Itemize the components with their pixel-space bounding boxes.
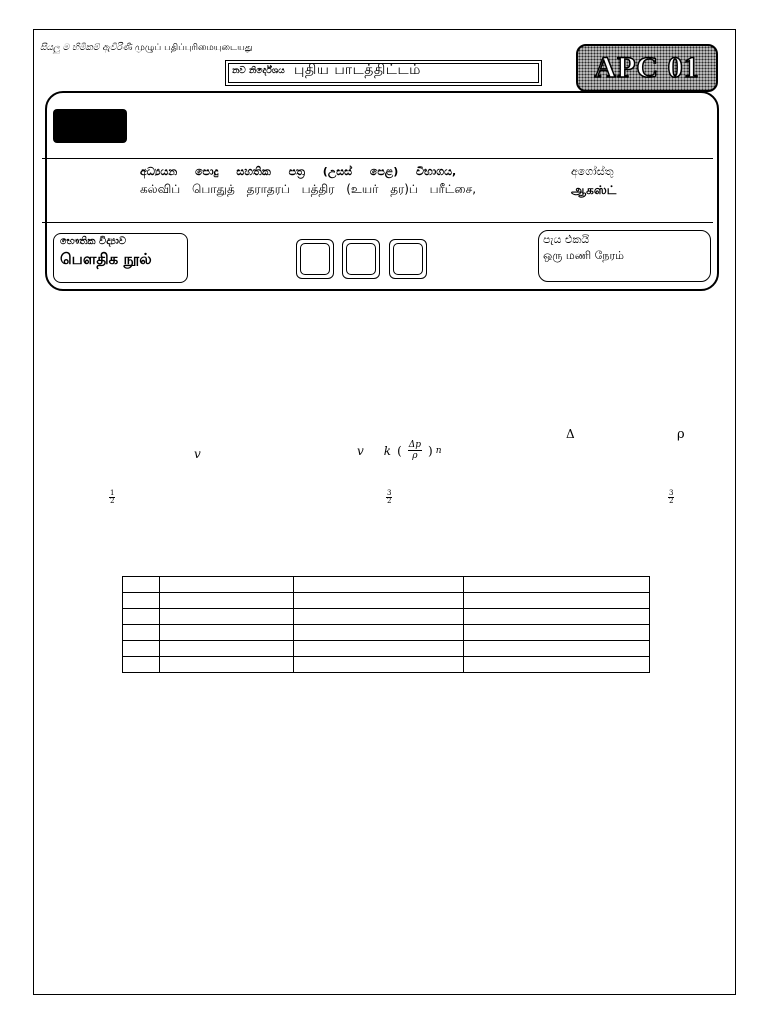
exam-month-sinhala: අගෝස්තු [571,165,614,178]
subject-code-box [389,239,427,279]
table-cell [160,609,294,625]
fraction-label: $\frac{3}{2}$ [387,489,392,505]
divider-line [42,222,713,223]
syllabus-label-sinhala: නව නිර්දේශය [232,66,285,76]
table-cell [160,593,294,609]
table-cell [294,577,464,593]
copyright-sinhala: සියලු ම හිමිකම් ඇවිරිණි [40,43,133,53]
copyright-tamil: முழுப் பதிப்புரிமையுடையது [134,43,253,53]
formula-constant: k [383,444,392,458]
duration-sinhala: පැය එකයි [543,233,590,246]
table-row [123,657,650,673]
paper-code: APC 01 [594,51,700,84]
formula-fraction [408,441,422,461]
table-row [123,625,650,641]
table-cell [294,641,464,657]
formula-lhs: v [357,444,364,458]
redacted-block [53,109,127,143]
subject-name-tamil: பௌதிக நூல் [60,250,152,268]
subject-code-box [296,239,334,279]
rho-symbol: ρ [677,427,685,442]
table-cell [464,609,650,625]
table-cell [160,625,294,641]
exam-title-tamil: கல்விப் பொதுத் தராதரப் பத்திர (உயர் தர)ப் பரீட்சை, [140,182,477,196]
fraction-label: $\frac{3}{2}$ [669,489,674,505]
table-cell [294,609,464,625]
formula-exponent: n [435,446,442,456]
table-cell [294,593,464,609]
table-cell [123,657,160,673]
copyright-notice [40,43,253,54]
table-cell [464,625,650,641]
table-row [123,609,650,625]
divider-line [42,158,713,159]
velocity-formula: v k ( $\frac{\Delta p}{\rho}$ ) n [357,440,442,461]
table-cell [464,641,650,657]
table-row [123,593,650,609]
table-cell [123,593,160,609]
exam-month-tamil: ஆகஸ்ட் [571,183,617,197]
delta-symbol: Δ [566,427,575,441]
table-cell [160,657,294,673]
table-cell [123,625,160,641]
fraction-label: $\frac{1}{2}$ [110,489,115,505]
table-cell [464,657,650,673]
formula-numerator: Δp [408,440,422,450]
table-row [123,641,650,657]
table-cell [123,609,160,625]
subject-code-box [342,239,380,279]
paper-code-badge [576,44,718,92]
answer-table [122,576,650,673]
exam-title-sinhala: අධ්‍යයන පොදු සහතික පත්‍ර (උසස් පෙළ) විභාගය, [140,165,457,178]
table-cell [464,577,650,593]
formula-denominator: ρ [412,451,418,461]
syllabus-label-tamil: புதிய பாடத்திட்டம் [294,62,421,78]
table-cell [123,577,160,593]
subject-name-sinhala: භෞතික විද්‍යාව [60,236,127,247]
velocity-symbol: v [194,447,201,461]
table-cell [160,641,294,657]
table-cell [123,641,160,657]
table-row [123,577,650,593]
duration-tamil: ஒரு மணி நேரம் [543,249,625,262]
table-cell [160,577,294,593]
table-cell [294,657,464,673]
answer-table-body [123,577,650,673]
table-cell [464,593,650,609]
table-cell [294,625,464,641]
